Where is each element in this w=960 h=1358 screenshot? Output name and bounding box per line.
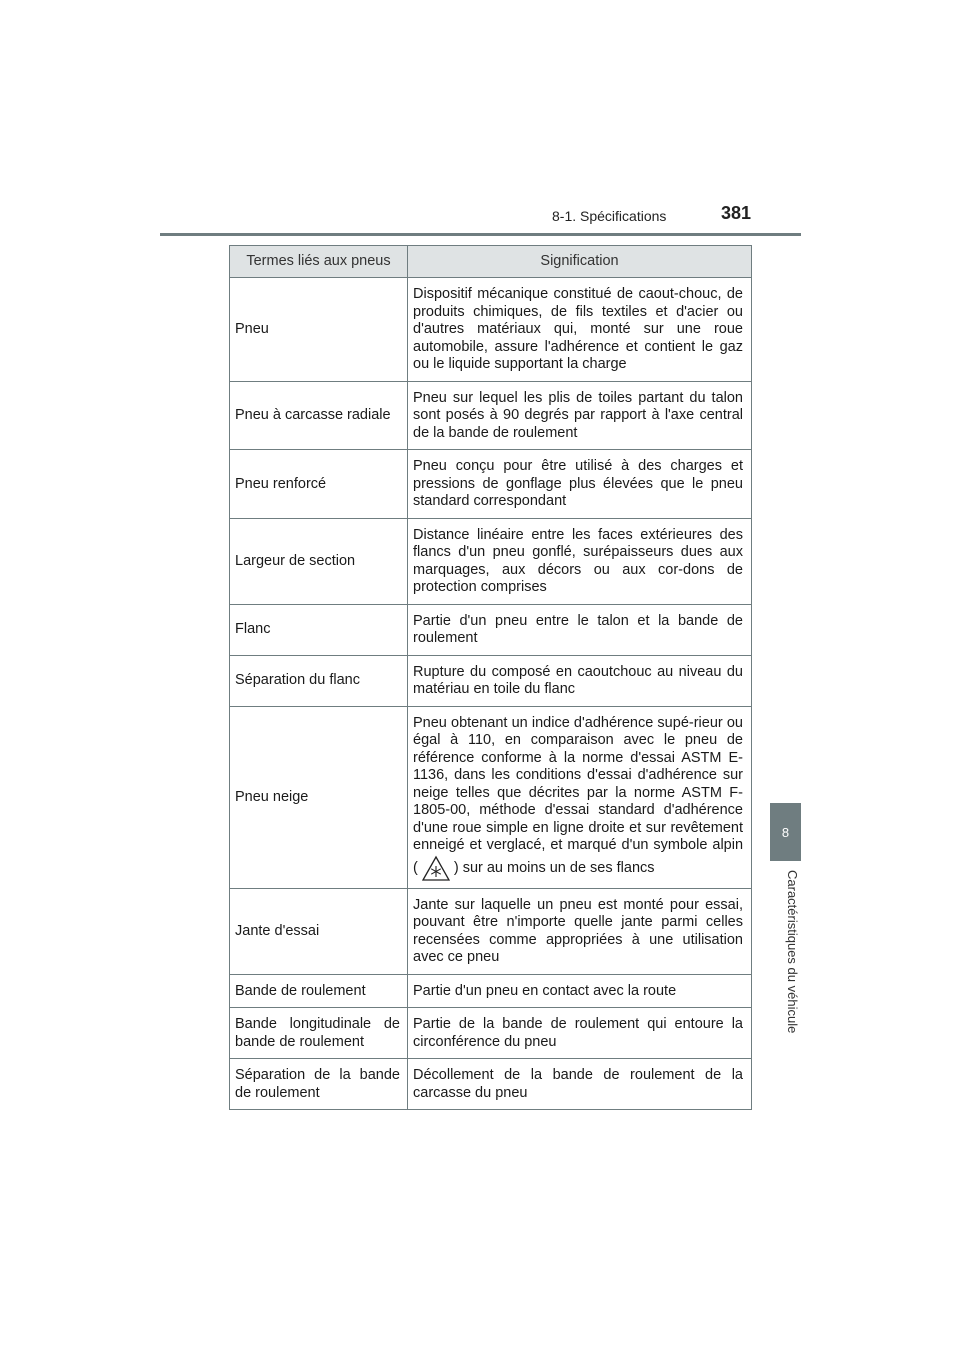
meaning-cell: Rupture du composé en caoutchouc au niveau du matériau en toile du flanc bbox=[408, 655, 752, 706]
table-row bbox=[230, 655, 752, 706]
meaning-cell: Dispositif mécanique constitué de caout-chouc, de produits chimiques, de fils textiles et d'acier ou d'autres matériaux qui, monté sur une roue automobile, assure l'adhérence et contient le gaz ou le liquide supportant la charge bbox=[408, 278, 752, 382]
column-header-term: Termes liés aux pneus bbox=[230, 246, 408, 278]
meaning-cell: Partie d'un pneu entre le talon et la bande de roulement bbox=[408, 604, 752, 655]
table-row bbox=[230, 518, 752, 604]
table-row bbox=[230, 1008, 752, 1059]
meaning-cell: Distance linéaire entre les faces extérieures des flancs d'un pneu gonflé, surépaisseurs dues aux marquages, aux décors ou aux cor-dons de protection comprises bbox=[408, 518, 752, 604]
term-cell: Pneu bbox=[230, 278, 408, 382]
term-cell: Flanc bbox=[230, 604, 408, 655]
table-row bbox=[230, 706, 752, 888]
term-cell: Pneu neige bbox=[230, 706, 408, 888]
table-row bbox=[230, 278, 752, 382]
chapter-tab bbox=[770, 803, 801, 861]
table-row bbox=[230, 381, 752, 450]
meaning-cell: Pneu sur lequel les plis de toiles partant du talon sont posés à 90 degrés par rapport à l'axe central de la bande de roulement bbox=[408, 381, 752, 450]
term-cell: Jante d'essai bbox=[230, 888, 408, 974]
meaning-cell: Pneu conçu pour être utilisé à des charges et pressions de gonflage plus élevées que le pneu standard correspondant bbox=[408, 450, 752, 519]
table-row bbox=[230, 888, 752, 974]
table-row bbox=[230, 974, 752, 1008]
chapter-title: Caractéristiques du véhicule bbox=[785, 870, 800, 1034]
term-cell: Largeur de section bbox=[230, 518, 408, 604]
meaning-cell: Partie d'un pneu en contact avec la route bbox=[408, 974, 752, 1008]
term-cell: Pneu renforcé bbox=[230, 450, 408, 519]
meaning-tail-after: ) sur au moins un de ses flancs bbox=[453, 859, 655, 876]
term-cell: Bande de roulement bbox=[230, 974, 408, 1008]
meaning-cell bbox=[408, 706, 752, 888]
meaning-cell: Jante sur laquelle un pneu est monté pour essai, pouvant être n'importe quelle jante parmi celles recensées comme appropriées à une utilisation avec ce pneu bbox=[408, 888, 752, 974]
table-header-row bbox=[230, 246, 752, 278]
meaning-cell: Décollement de la bande de roulement de la carcasse du pneu bbox=[408, 1059, 752, 1110]
section-title: 8-1. Spécifications bbox=[552, 208, 667, 224]
term-cell: Bande longitudinale de bande de roulement bbox=[230, 1008, 408, 1059]
term-cell: Séparation de la bande de roulement bbox=[230, 1059, 408, 1110]
meaning-tail-before: alpin ( bbox=[413, 837, 744, 876]
term-cell: Pneu à carcasse radiale bbox=[230, 381, 408, 450]
term-cell: Séparation du flanc bbox=[230, 655, 408, 706]
table-row bbox=[230, 604, 752, 655]
meaning-text: Pneu obtenant un indice d'adhérence supé-rieur ou égal à 110, en comparaison avec le pneu de référence conforme à la norme d'essai ASTM E-1136, dans les conditions d'essai d'adhérence sur neige telles que décrites par la norme ASTM F-1805-00, méthode d'essai standard d'adhérence d'une roue simple en ligne droite et sur revêtement enneigé et verglacé, et marqué d'un symbole bbox=[413, 714, 743, 853]
table-row bbox=[230, 1059, 752, 1110]
tire-terms-table bbox=[229, 245, 752, 1110]
column-header-meaning: Signification bbox=[408, 246, 752, 278]
chapter-number: 8 bbox=[781, 824, 790, 840]
page-number: 381 bbox=[721, 203, 752, 223]
header-divider bbox=[160, 233, 801, 236]
meaning-cell: Partie de la bande de roulement qui entoure la circonférence du pneu bbox=[408, 1008, 752, 1059]
mountain-snowflake-icon bbox=[422, 855, 450, 881]
table-row bbox=[230, 450, 752, 519]
